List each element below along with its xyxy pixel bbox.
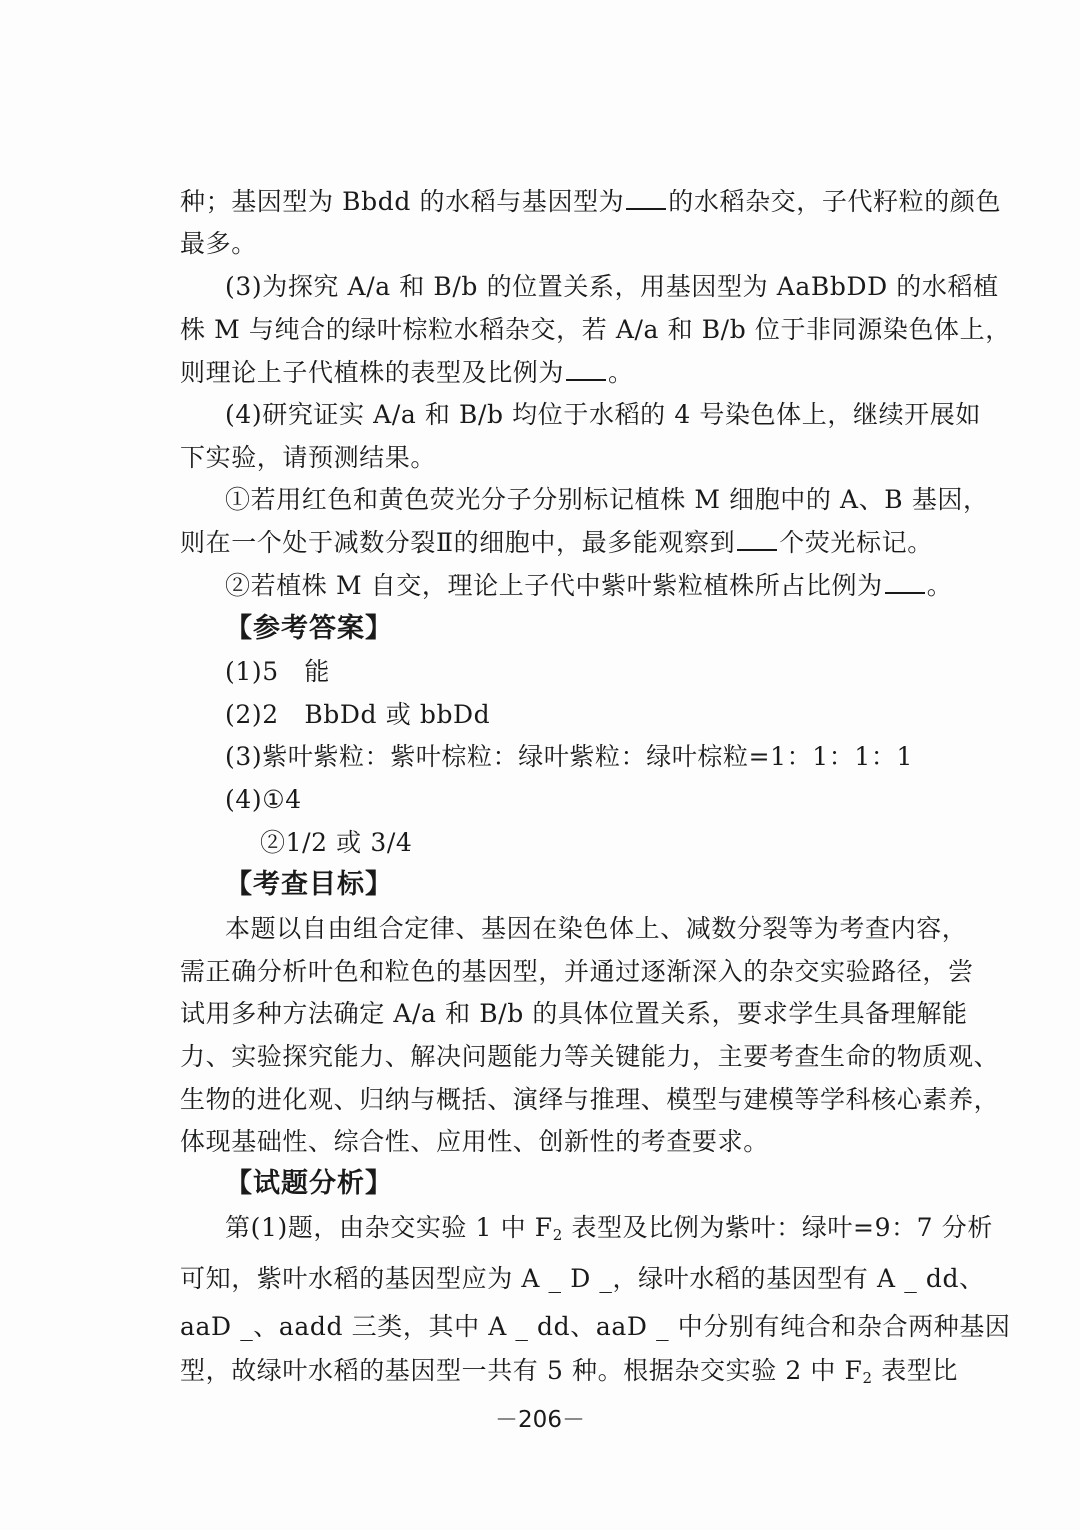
paragraph-line	[0, 313, 1080, 347]
answer-blank	[566, 357, 606, 381]
paragraph-line	[0, 227, 1080, 261]
text: 最多。	[180, 229, 257, 258]
paragraph-line	[0, 185, 1080, 219]
answer-line: (2)2 BbDd 或 bbDd	[225, 700, 491, 729]
paragraph-line	[0, 483, 1080, 517]
text: (3)为探究 A/a 和 B/b 的位置关系，用基因型为 AaBbDD 的水稻植	[225, 272, 999, 301]
paragraph-line: 可知，紫叶水稻的基因型应为 A _ D _，绿叶水稻的基因型有 A _ dd、	[180, 1264, 985, 1293]
paragraph-line	[0, 398, 1080, 432]
text: 型，故绿叶水稻的基因型一共有 5 种。根据杂交实验 2 中 F	[180, 1356, 863, 1385]
text: 种；基因型为 Bbdd 的水稻与基因型为	[180, 187, 625, 216]
text: 株 M 与纯合的绿叶棕粒水稻杂交，若 A/a 和 B/b 位于非同源染色体上，	[180, 315, 1011, 344]
text: 下实验，请预测结果。	[180, 443, 437, 472]
text: 表型及比例为紫叶：绿叶=9：7 分析	[562, 1213, 993, 1242]
page-number: －206－	[495, 1407, 585, 1433]
paragraph-line: 试用多种方法确定 A/a 和 B/b 的具体位置关系，要求学生具备理解能	[180, 999, 968, 1028]
paragraph-line: 力、实验探究能力、解决问题能力等关键能力，主要考查生命的物质观、	[180, 1042, 1000, 1071]
subscript: 2	[552, 1226, 563, 1244]
paragraph-line	[0, 526, 1080, 560]
answer-line: ②1/2 或 3/4	[260, 828, 413, 857]
answer-blank	[626, 186, 666, 210]
paragraph-line	[0, 1211, 1080, 1245]
paragraph-line	[0, 356, 1080, 390]
answer-line: (1)5 能	[225, 657, 330, 686]
subscript: 2	[862, 1369, 873, 1387]
text: (4)研究证实 A/a 和 B/b 均位于水稻的 4 号染色体上，继续开展如	[225, 400, 981, 429]
paragraph-line	[0, 270, 1080, 304]
text: 表型比	[872, 1356, 959, 1385]
text: 。	[926, 571, 953, 600]
text: ①若用红色和黄色荧光分子分别标记植株 M 细胞中的 A、B 基因，	[225, 485, 989, 514]
answer-line: (4)①4	[225, 785, 302, 814]
text: 个荧光标记。	[779, 528, 933, 557]
answer-line: (3)紫叶紫粒：紫叶棕粒：绿叶紫粒：绿叶棕粒=1：1：1：1	[225, 742, 913, 771]
section-heading-answers: 【参考答案】	[225, 613, 393, 644]
section-heading-analysis: 【试题分析】	[225, 1168, 393, 1199]
paragraph-line	[0, 569, 1080, 603]
paragraph-line: 需正确分析叶色和粒色的基因型，并通过逐渐深入的杂交实验路径，尝	[180, 957, 974, 986]
text: 则在一个处于减数分裂Ⅱ的细胞中，最多能观察到	[180, 528, 736, 557]
paragraph-line: 生物的进化观、归纳与概括、演绎与推理、模型与建模等学科核心素养，	[180, 1085, 1000, 1114]
paragraph-line: aaD _、aadd 三类，其中 A _ dd、aaD _ 中分别有纯合和杂合两种基因	[180, 1312, 1011, 1341]
section-heading-objectives: 【考查目标】	[225, 869, 393, 900]
text: 的水稻杂交，子代籽粒的颜色	[668, 187, 1002, 216]
answer-blank	[737, 527, 777, 551]
paragraph-line: 体现基础性、综合性、应用性、创新性的考查要求。	[180, 1127, 769, 1156]
paragraph-line	[0, 441, 1080, 475]
paragraph-line	[0, 1354, 1080, 1388]
text: 。	[608, 358, 634, 387]
text: 第(1)题，由杂交实验 1 中 F	[225, 1213, 553, 1242]
text: 则理论上子代植株的表型及比例为	[180, 358, 565, 387]
text: ②若植株 M 自交，理论上子代中紫叶紫粒植株所占比例为	[225, 571, 883, 600]
paragraph-line: 本题以自由组合定律、基因在染色体上、减数分裂等为考查内容，	[225, 914, 968, 943]
answer-blank	[885, 570, 925, 594]
